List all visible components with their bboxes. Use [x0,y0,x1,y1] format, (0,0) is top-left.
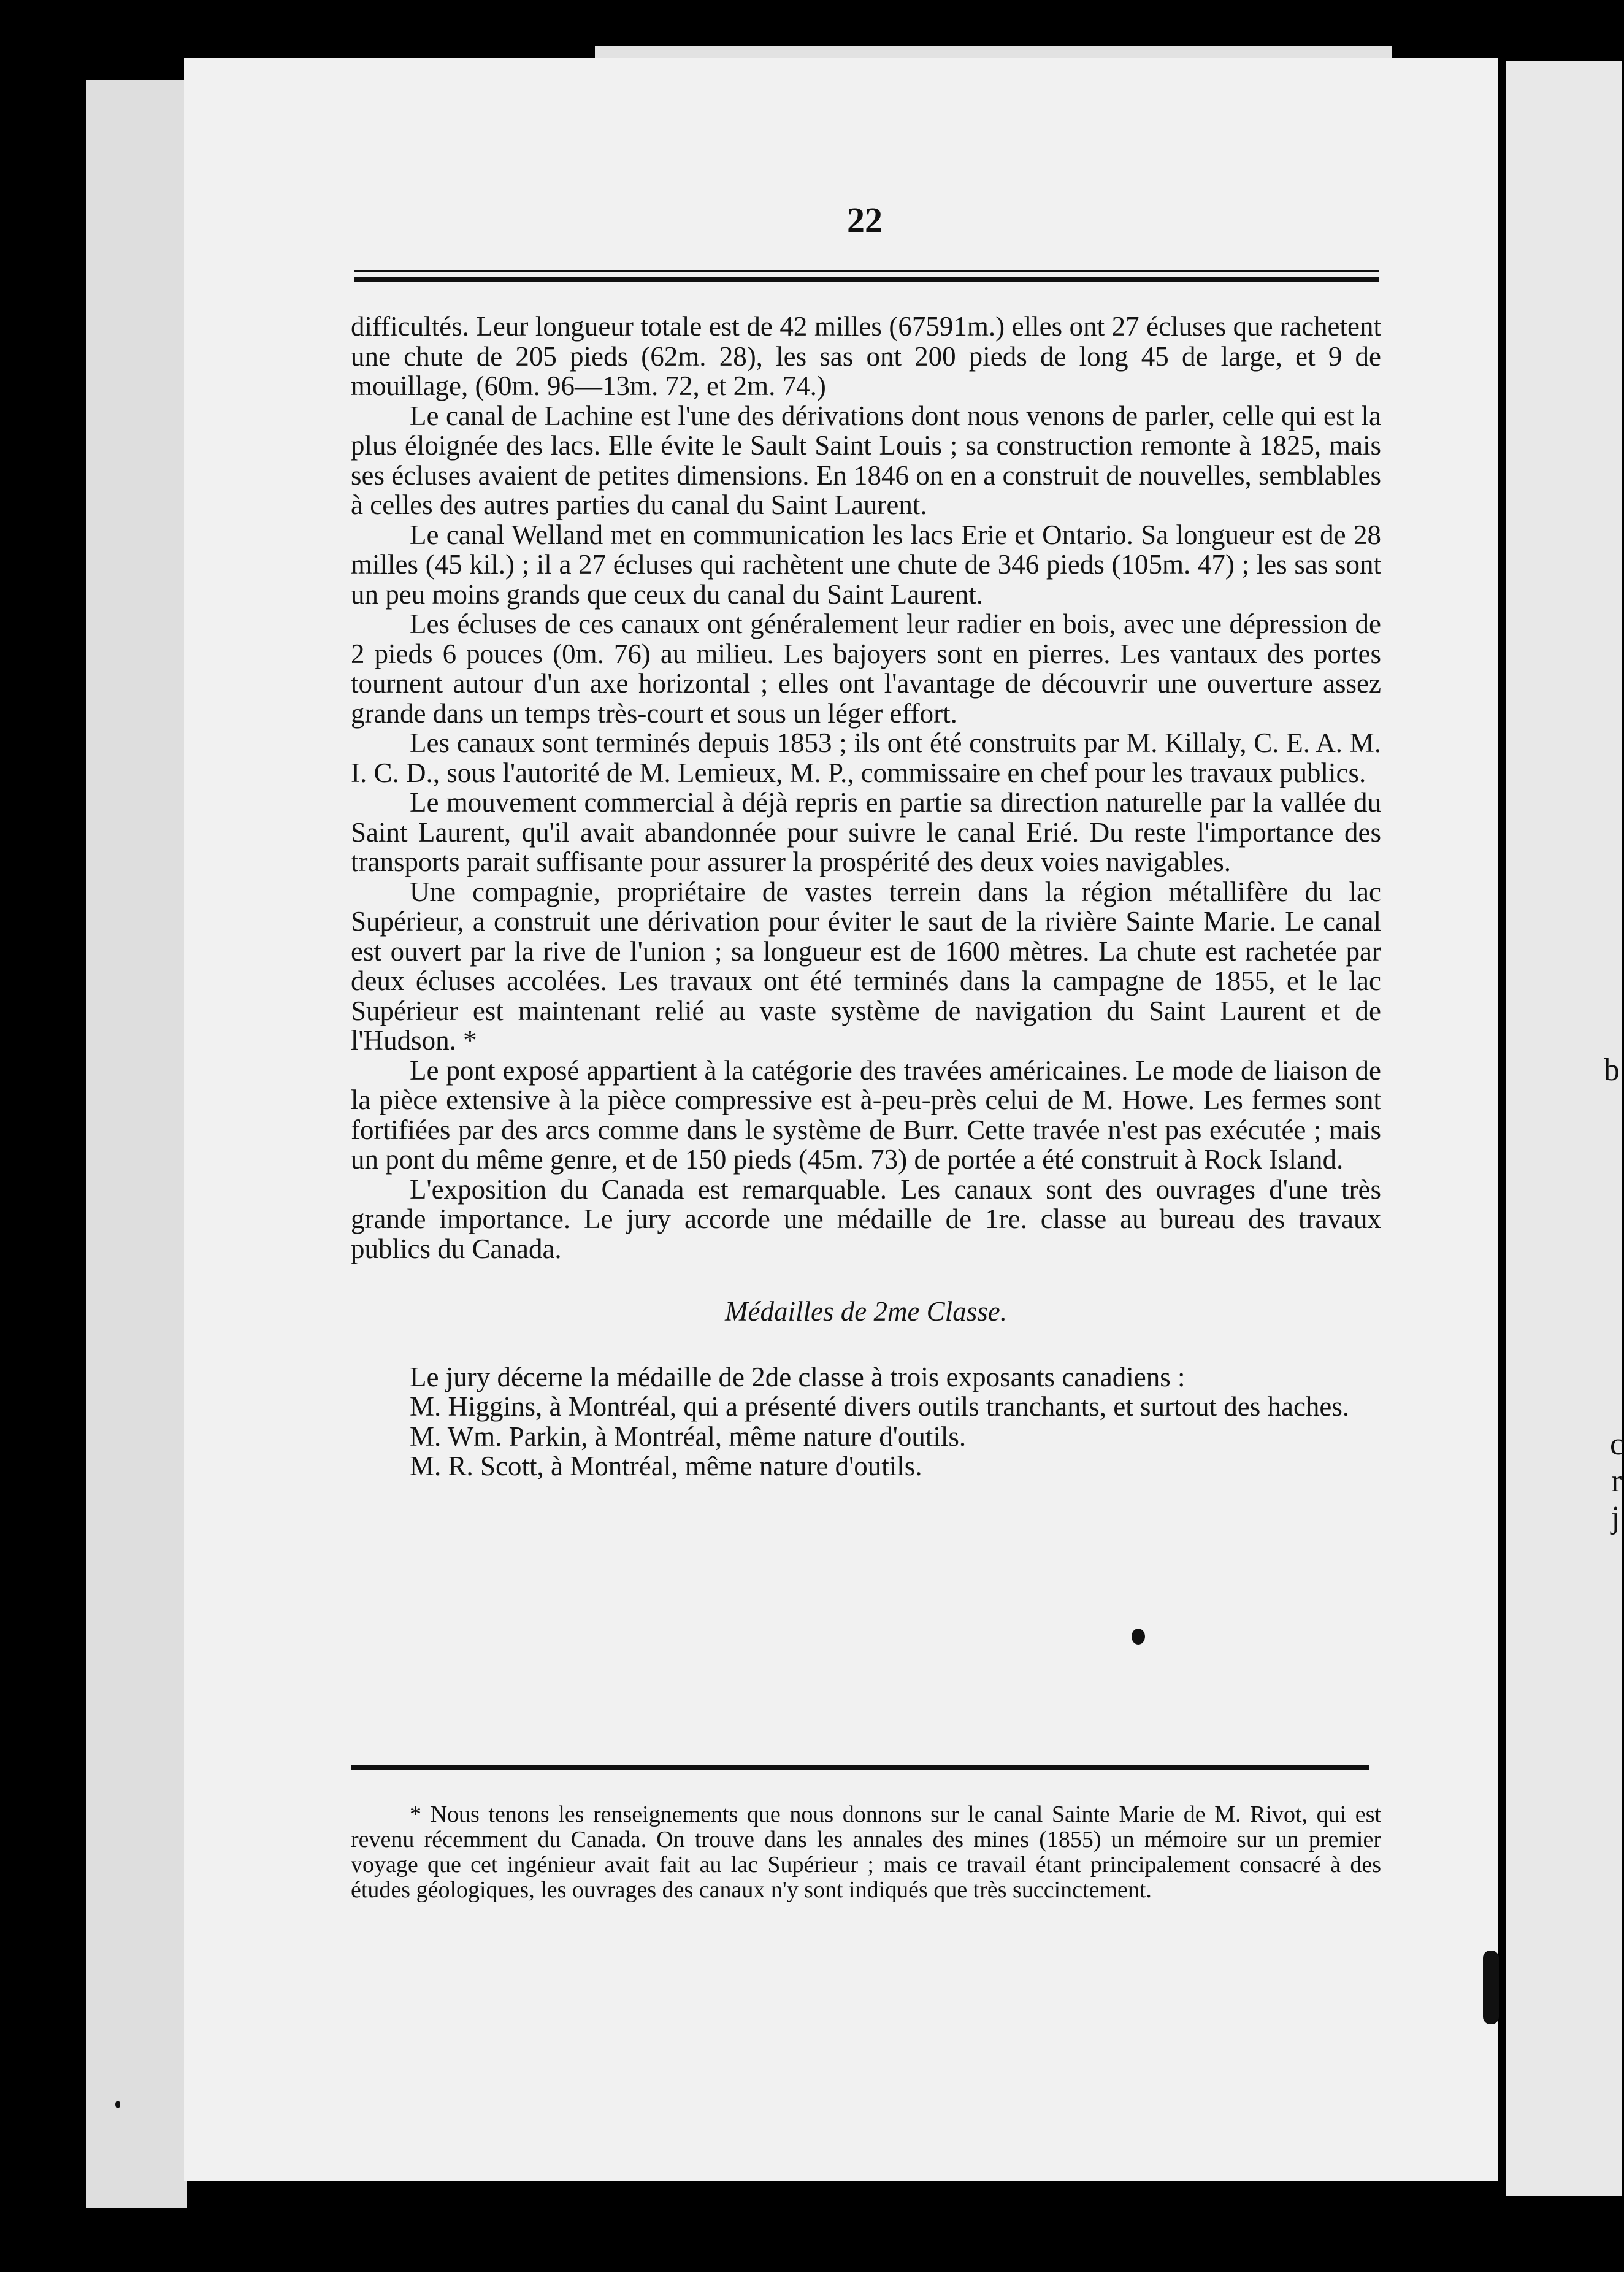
paragraph: Le canal de Lachine est l'une des dérivations dont nous venons de parler, celle qui est la plus éloignée des lacs. Elle évite le Sault Saint Louis ; sa construction remonte à 1825, mais ses écluses avaient de petites dimensions. En 1846 on en a construit de nouvelles, semblables à celles des autres parties du canal du Saint Laurent. [351,400,1381,520]
top-page-edge [595,46,1392,59]
paragraph: Le mouvement commercial à déjà repris en partie sa direction naturelle par la vallée du Saint Laurent, qu'il avait abandonnée pour suivre le canal Erié. Du reste l'importance des transports parait suffisante pour assurer la prospérité des deux voies navigables. [351,787,1381,877]
paragraph: L'exposition du Canada est remarquable. Les canaux sont des ouvrages d'une très grande importance. Le jury accorde une médaille de 1re. classe au bureau des travaux publics du Canada. [351,1173,1381,1264]
section-heading: Médailles de 2me Classe. [725,1296,1007,1327]
page-number: 22 [847,200,883,240]
footnote: * Nous tenons les renseignements que nous donnons sur le canal Sainte Marie de M. Rivot, qui est revenu récemment du Canada. On trouve dans les annales des mines (1855) un mémoire sur un premier voyage que cet ingénieur avait fait au lac Supérieur ; mais ce travail étant principalement consacré à des études géologiques, les ouvrages des canaux n'y sont indiqués que très succinctement. [351,1802,1381,1903]
ink-speck [115,2101,120,2108]
footnote-rule [351,1765,1369,1770]
adjacent-page-fragment: j [1611,1500,1620,1535]
adjacent-page [1506,61,1622,2196]
paragraph: Les écluses de ces canaux ont généralement leur radier en bois, avec une dépression de 2 pieds 6 pouces (0m. 76) au milieu. Les bajoyers sont en pierres. Les vantaux des portes tournent autour d'un axe horizontal ; elles ont l'avantage de découvrir une ouverture assez grande dans un temps très-court et sous un léger effort. [351,608,1381,729]
ink-speck [1132,1629,1145,1645]
medal-paragraph: M. Wm. Parkin, à Montréal, même nature d'outils. [410,1421,967,1452]
paragraph: difficultés. Leur longueur totale est de 42 milles (67591m.) elles ont 27 écluses que rachetent une chute de 205 pieds (62m. 28), les sas ont 200 pieds de long 45 de large, et 9 de mouillage, (60m. 96—13m. 72, et 2m. 74.) [351,311,1381,401]
medal-paragraph: Le jury décerne la médaille de 2de classe à trois exposants canadiens : [410,1361,1185,1392]
left-page-edge [86,80,187,2208]
paragraph: Les canaux sont terminés depuis 1853 ; ils ont été construits par M. Killaly, C. E. A. M. I. C. D., sous l'autorité de M. Lemieux, M. P., commissaire en chef pour les travaux publics. [351,727,1381,788]
paragraph: Le pont exposé appartient à la catégorie des travées américaines. Le mode de liaison de la pièce extensive à la pièce compressive est à-peu-près celui de M. Howe. Les fermes sont fortifiées par des arcs comme dans le système de Burr. Cette travée n'est pas exécutée ; mais un pont du même genre, et de 150 pieds (45m. 73) de portée a été construit à Rock Island. [351,1054,1381,1175]
adjacent-page-fragment: c [1610,1427,1624,1462]
header-rule-thin [354,270,1379,272]
paragraph: Une compagnie, propriétaire de vastes terrein dans la région métallifère du lac Supérieur, a construit une dérivation pour éviter le saut de la rivière Sainte Marie. Le canal est ouvert par la rive de l'union ; sa longueur est de 1600 mètres. La chute est rachetée par deux écluses accolées. Les travaux ont été terminés dans la campagne de 1855, et le lac Supérieur est maintenant relié au vaste système de navigation du Saint Laurent et de l'Hudson. * [351,876,1381,1056]
ink-speck [1483,1951,1499,2024]
paragraph: Le canal Welland met en communication les lacs Erie et Ontario. Sa longueur est de 28 milles (45 kil.) ; il a 27 écluses qui rachètent une chute de 346 pieds (105m. 47) ; les sas sont un peu moins grands que ceux du canal du Saint Laurent. [351,519,1381,610]
adjacent-page-fragment: r [1611,1464,1622,1499]
adjacent-page-fragment: b [1604,1053,1620,1088]
medal-paragraph: M. R. Scott, à Montréal, même nature d'outils. [410,1451,922,1481]
header-rule-thick [354,277,1379,282]
medal-paragraph: M. Higgins, à Montréal, qui a présenté divers outils tranchants, et surtout des haches. [410,1391,1350,1422]
body-text [351,312,1381,1481]
